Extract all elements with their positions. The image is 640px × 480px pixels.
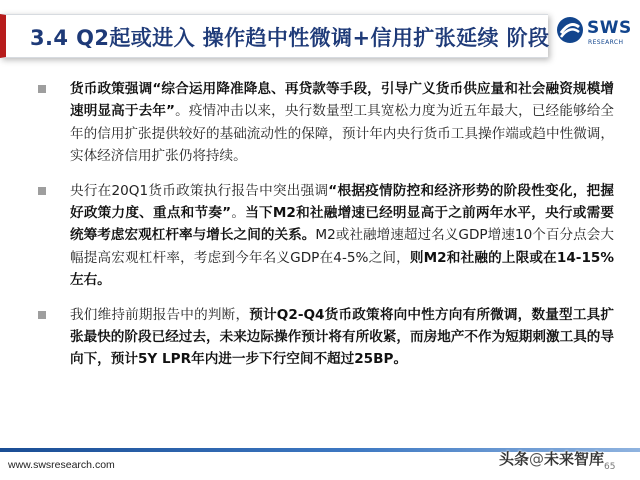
bullet-marker-icon: [38, 85, 46, 93]
footer-url[interactable]: www.swsresearch.com: [8, 459, 115, 471]
page-number: 65: [604, 462, 616, 472]
bullet-text: 我们维持前期报告中的判断，: [70, 306, 250, 323]
bullet-item: [0, 78, 640, 168]
watermark: [499, 448, 604, 469]
logo-subtitle: RESEARCH: [588, 39, 624, 46]
watermark-at: @: [529, 450, 545, 468]
bullet-text: 央行在20Q1货币政策执行报告中突出强调: [70, 182, 329, 199]
bullet-text: 。疫情冲击以来，央行数量型工具宽松力度为近五年最大，已经能够给全年的信用扩张提供较好的基础流动性的保障，预计年内央行货币工具操作端或趋中性微调，实体经济信用扩张仍将持续。: [70, 103, 615, 165]
bullet-marker-icon: [38, 311, 46, 319]
bullet-marker-icon: [38, 187, 46, 195]
sws-logo: [556, 14, 640, 54]
watermark-prefix: 头条: [499, 450, 530, 468]
bullet-item: [0, 180, 640, 292]
bullet-text: M2或社融增速超过名义GDP增速10个百分点会大幅提高宏观杠杆率，考虑到今年名义GDP在4-5%之间，: [70, 227, 614, 266]
bullet-list: [0, 78, 640, 383]
bullet-text-bold: 则M2和社融的上限或在14-15%左右。: [70, 249, 614, 289]
slide-header: [0, 0, 640, 68]
bullet-text-bold: 货币政策强调“综合运用降准降息、再贷款等手段，引导广义货币供应量和社会融资规模增速明显高于去年”: [70, 81, 614, 120]
sws-logo-icon: [556, 16, 584, 44]
slide-title: 3.4 Q2起或进入 操作趋中性微调+信用扩张延续 阶段: [30, 26, 550, 50]
logo-name: SWS: [587, 18, 632, 38]
watermark-name: 未来智库: [544, 450, 605, 468]
bullet-item: [0, 304, 640, 371]
bullet-text-bold: 预计Q2-Q4货币政策将向中性方向有所微调，数量型工具扩张最快的阶段已经过去，未来边际操作预计将有所收紧，而房地产不作为短期刺激工具的导向下，预计5Y LPR年内进一步下行空间不超过25BP。: [70, 306, 615, 368]
bullet-text: 。: [231, 205, 246, 222]
bullet-text-bold: 当下M2和社融增速已经明显高于之前两年水平，央行或需要统筹考虑宏观杠杆率与增长之间的关系。: [70, 205, 615, 244]
bullet-text-bold: “根据疫情防控和经济形势的阶段性变化，把握好政策力度、重点和节奏”: [70, 182, 614, 222]
